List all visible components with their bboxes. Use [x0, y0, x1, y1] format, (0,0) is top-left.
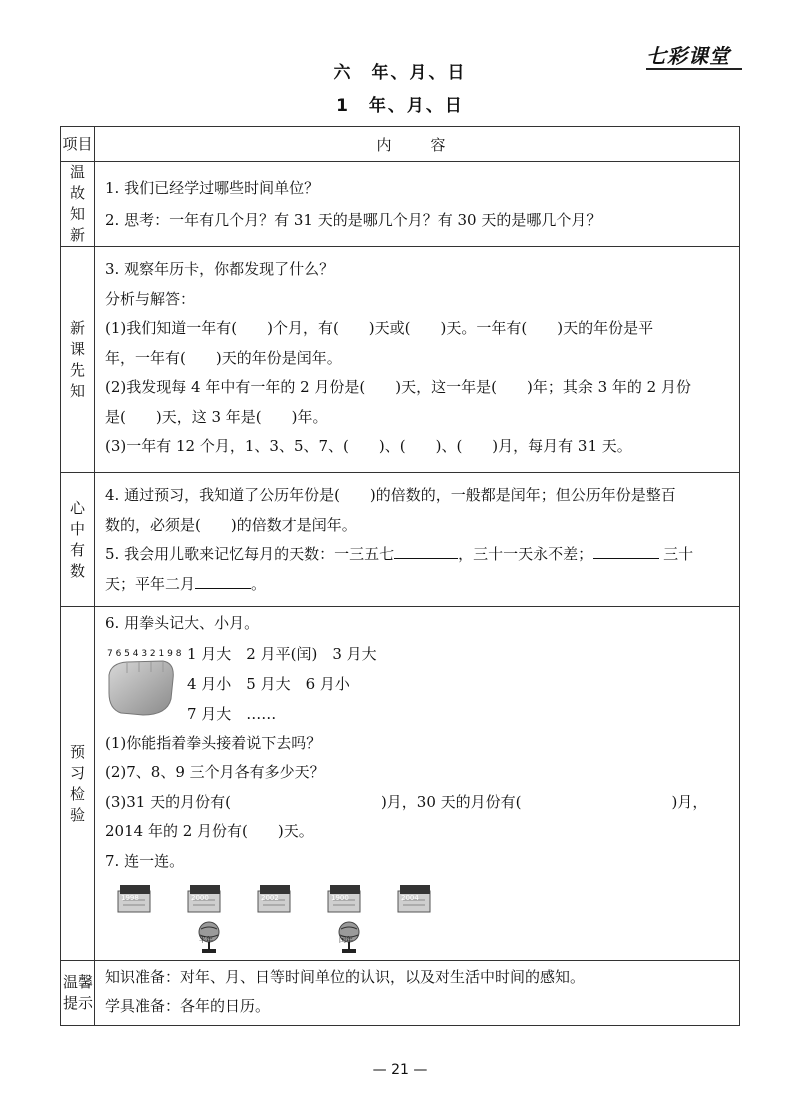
- row-content: [95, 247, 740, 473]
- fist-numbers: 7 6 5 4 3 2 1 9 8: [107, 648, 182, 659]
- globe-target[interactable]: [337, 920, 361, 954]
- row-content: [95, 473, 740, 607]
- fist-image: [105, 648, 182, 719]
- row-label: 新课先知: [61, 247, 95, 473]
- worksheet-table: [60, 126, 740, 1026]
- question-line: 是( )天，这 3 年是( )年。: [105, 407, 328, 426]
- fist-mnemonic: [105, 639, 731, 729]
- chapter-title: 六 年、月、日: [333, 63, 467, 83]
- fist-line: 7 月大 ……: [187, 704, 277, 723]
- question-line: 数的，必须是( )的倍数才是闰年。: [105, 515, 357, 534]
- answer-blank[interactable]: [394, 540, 458, 559]
- question-line: 7. 连一连。: [105, 851, 185, 870]
- question-line: 5. 我会用儿歌来记忆每月的天数：一三五七 ，三十一天永不差； 三十: [105, 540, 731, 570]
- row-label: 预习检验: [61, 607, 95, 961]
- question-line: 1. 我们已经学过哪些时间单位？: [105, 179, 320, 197]
- calendar-year: 1900: [331, 894, 349, 902]
- row-new-lesson: [61, 247, 740, 473]
- matching-exercise: [105, 876, 731, 956]
- calendar-year: 2002: [261, 894, 279, 902]
- question-line: 4. 通过预习，我知道了公历年份是( )的倍数的，一般都是闰年；但公历年份是整百: [105, 486, 676, 504]
- question-line: (1)你能指着拳头接着说下去吗？: [105, 733, 322, 752]
- question-line: (3)一年有 12 个月，1、3、5、7、( )、( )、( )月，每月有 31 天。: [105, 437, 632, 455]
- row-label: 心中有数: [61, 473, 95, 607]
- section-title: 1 年、月、日: [336, 96, 464, 116]
- globe-label: 闰年: [339, 936, 353, 944]
- calendar-card[interactable]: [257, 884, 293, 914]
- question-line: 2. 思考：一年有几个月？有 31 天的是哪几个月？有 30 天的是哪几个月？: [105, 211, 602, 229]
- question-line: 天；平年二月 。: [105, 570, 731, 600]
- answer-blank[interactable]: [593, 540, 659, 559]
- question-line: (2)我发现每 4 年中有一年的 2 月份是( )天，这一年是( )年；其余 3 年的 2 月份: [105, 378, 691, 396]
- page-number: — 21 —: [372, 1062, 428, 1078]
- header-item: 项目: [61, 127, 95, 162]
- question-line: 6. 用拳头记大、小月。: [105, 614, 260, 632]
- row-content: [95, 961, 740, 1026]
- tip-line: 知识准备：对年、月、日等时间单位的认识，以及对生活中时间的感知。: [105, 968, 586, 986]
- question-line: 分析与解答：: [105, 289, 196, 308]
- row-heart: [61, 473, 740, 607]
- row-content: [95, 607, 740, 961]
- brand-logo-text: 七彩课堂: [646, 44, 730, 68]
- question-line: (1)我们知道一年有( )个月，有( )天或( )天。一年有( )天的年份是平: [105, 319, 654, 337]
- calendar-card[interactable]: [327, 884, 363, 914]
- row-preview: [61, 607, 740, 961]
- fist-line: 4 月小 5 月大 6 月小: [187, 674, 350, 693]
- tip-line: 学具准备：各年的日历。: [105, 997, 271, 1015]
- calendar-card[interactable]: [187, 884, 223, 914]
- calendar-year: 1998: [121, 894, 139, 902]
- calendar-card[interactable]: [397, 884, 433, 914]
- question-line: 年，一年有( )天的年份是闰年。: [105, 348, 342, 367]
- answer-blank[interactable]: [195, 570, 251, 589]
- row-label: 温故知新: [61, 162, 95, 247]
- question-line: 2014 年的 2 月份有( )天。: [105, 822, 314, 840]
- row-review: [61, 162, 740, 247]
- row-label: 温馨提示: [61, 961, 95, 1026]
- row-tips: [61, 961, 740, 1026]
- fist-line: 1 月大 2 月平(闰) 3 月大: [187, 644, 377, 663]
- calendar-year: 2000: [191, 894, 209, 902]
- calendar-year: 2004: [401, 894, 419, 902]
- fist-icon: [105, 648, 182, 719]
- question-line: (3)31 天的月份有( )月，30 天的月份有( )月，: [105, 792, 708, 811]
- header-content: 内 容: [95, 127, 740, 162]
- question-line: (2)7、8、9 三个月各有多少天？: [105, 763, 325, 781]
- row-content: [95, 162, 740, 247]
- globe-target[interactable]: [197, 920, 221, 954]
- globe-label: 平年: [199, 936, 213, 944]
- table-header-row: [61, 127, 740, 162]
- calendar-card[interactable]: [117, 884, 153, 914]
- question-line: 3. 观察年历卡，你都发现了什么？: [105, 260, 335, 278]
